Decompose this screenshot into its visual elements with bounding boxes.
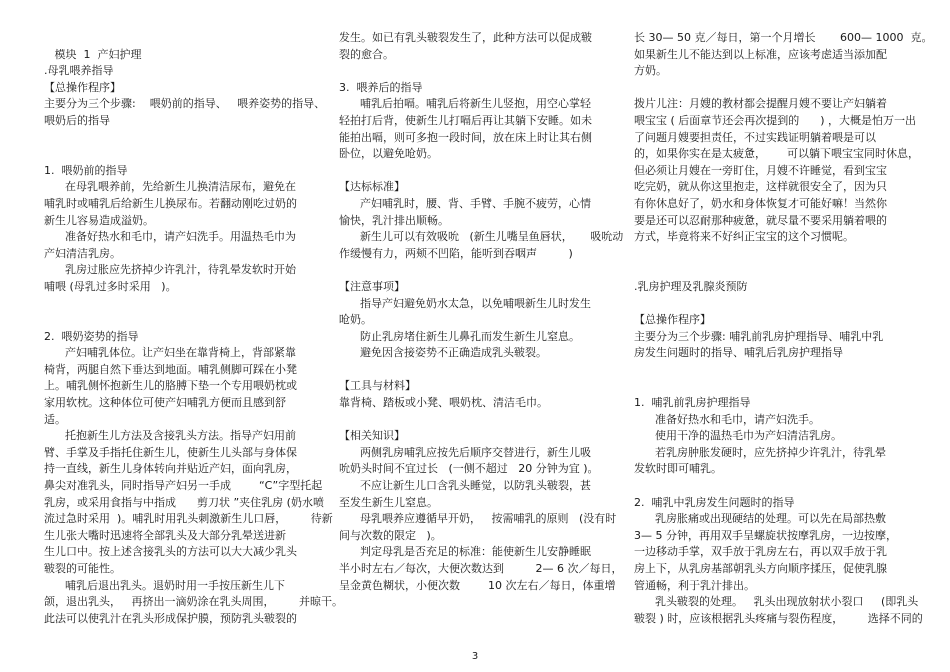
text-line: 乳房，或采用食指与中指成 剪刀状 ”夹住乳房 (奶水喷 — [44, 495, 324, 509]
blank-line — [634, 362, 910, 379]
text-line: 卧位，以避免呛奶。 — [339, 147, 438, 161]
text-column-middle — [339, 30, 624, 594]
blank-line — [634, 262, 910, 279]
text-line: 【注意事项】 — [339, 279, 405, 293]
text-line: 主要分为三个步骤: 哺乳前乳房护理指导、哺乳中乳 — [634, 329, 884, 343]
blank-line — [339, 63, 615, 80]
text-line: 【相关知识】 — [339, 429, 405, 443]
text-line: 呛奶。 — [339, 313, 372, 327]
blank-line — [44, 312, 320, 329]
text-line: 避免因含接姿势不正确造成乳头皲裂。 — [339, 346, 547, 360]
text-line: 喂奶后的指导 — [44, 113, 110, 127]
text-line: 了问题月嫂要担责任，不过实践证明躺着喂是可以 — [634, 130, 876, 144]
blank-line — [339, 362, 615, 379]
text-line: 半小时左右／每次，大便次数达到 2— 6 次／每日， — [339, 562, 623, 575]
text-line: 椅背，两腿自然下垂达到地面。哺乳侧脚可踩在小凳 — [44, 362, 297, 376]
text-line: 发软时即可哺乳。 — [634, 462, 722, 476]
text-line: 模块 1 产妇护理 — [44, 47, 142, 61]
text-line: 发生。如已有乳头皲裂发生了，此种方法可以促成皲 — [339, 31, 592, 44]
text-line: 房发生问题时的指导、哺乳后乳房护理指导 — [634, 346, 843, 360]
text-line: 产妇清洁乳房。 — [44, 246, 121, 260]
text-line: 家用软枕。这种体位可使产妇哺乳方便而且感到舒 — [44, 396, 286, 410]
text-column-right — [634, 30, 933, 627]
text-line: 长 30— 50 克／每日，第一个月增长 600— 1000 克。 — [634, 31, 933, 44]
text-line: 3. 喂养后的指导 — [339, 80, 423, 94]
text-line: 产妇哺乳体位。让产妇坐在靠背椅上，背部紧靠 — [44, 346, 296, 360]
text-line: 不应让新生儿口含乳头睡觉，以防乳头皲裂，甚 — [339, 479, 591, 493]
text-line: 防止乳房堵住新生儿鼻孔而发生新生儿窒息。 — [339, 329, 580, 343]
text-line: .母乳喂养指导 — [44, 64, 114, 78]
text-line: 要是还可以忍耐那种疲惫，就尽量不要采用躺着喂的 — [634, 213, 887, 227]
text-line: 【总操作程序】 — [44, 80, 121, 94]
text-line: 【总操作程序】 — [634, 313, 711, 327]
text-line: 愉快，乳汁排出顺畅。 — [339, 213, 449, 227]
blank-line — [44, 130, 320, 147]
text-line: 哺乳后退出乳头。退奶时用一手按压新生儿下 — [44, 578, 285, 592]
text-line: 靠背椅、踏板或小凳、喂奶枕、清洁毛巾。 — [339, 396, 548, 410]
text-line: 皲裂的可能性。 — [44, 562, 121, 575]
text-line: 1. 喂奶前的指导 — [44, 163, 128, 177]
text-line: 哺乳后拍嗝。哺乳后将新生儿竖抱，用空心掌轻 — [339, 97, 591, 111]
text-line: 指导产妇避免奶水太急，以免哺喂新生儿时发生 — [339, 296, 591, 310]
text-line: 判定母乳是否充足的标准：能使新生儿安静睡眠 — [339, 545, 591, 559]
text-line: 颌，退出乳头， 再挤出一滴奶涂在乳头周围， 并晾干。 — [44, 595, 343, 609]
text-line: 臂、手掌及手指托住新生儿，使新生儿头部与身体保 — [44, 445, 297, 459]
text-line: 的，如果你实在是太疲惫， 可以躺下喂宝宝同时休息， — [634, 147, 919, 161]
blank-line — [634, 80, 910, 97]
page-number: 3 — [471, 651, 479, 662]
text-line: 在母乳喂养前，先给新生儿换清洁尿布，避免在 — [44, 180, 296, 194]
text-line: 【工具与材料】 — [339, 379, 416, 393]
text-line: 此法可以使乳汁在乳头形成保护膜，预防乳头皲裂的 — [44, 611, 297, 625]
text-line: 哺乳时或哺乳后给新生儿换尿布。若翻动刚吃过奶的 — [44, 196, 297, 210]
text-line: 3— 5 分钟，再用双手呈螺旋状按摩乳房，一边按摩， — [634, 528, 897, 542]
blank-line — [339, 262, 615, 279]
text-line: 2. 喂奶姿势的指导 — [44, 329, 139, 343]
text-line: 鼻尖对准乳头，同时指导产妇另一手成 “C”字型托起 — [44, 479, 323, 493]
text-line: .乳房护理及乳腺炎预防 — [634, 279, 748, 293]
text-line: 但必须让月嫂在一旁盯住，月嫂不许睡觉，看到宝宝 — [634, 163, 887, 177]
text-line: 使用干净的温热毛巾为产妇清洁乳房。 — [634, 429, 842, 443]
text-line: 一边移动手掌，双手放于乳房左右，再以双手放于乳 — [634, 545, 887, 559]
text-line: 吮奶头时间不宜过长 (一侧不超过 20 分钟为宜 )。 — [339, 462, 599, 476]
text-line: 产妇哺乳时，腰、背、手臂、手腕不疲劳，心情 — [339, 196, 591, 210]
text-line: 裂的愈合。 — [339, 47, 394, 61]
blank-line — [339, 163, 615, 180]
text-line: 适。 — [44, 412, 66, 426]
text-line: 新生儿可以有效吸吮 (新生儿嘴呈鱼唇状， 吸吮动 — [339, 230, 624, 244]
text-line: 方式，毕竟将来不好纠正宝宝的这个习惯呢。 — [634, 230, 854, 244]
text-line: 母乳喂养应遵循早开奶， 按需哺乳的原则 (没有时 — [339, 512, 617, 526]
text-line: 托抱新生儿方法及含接乳头方法。指导产妇用前 — [44, 429, 296, 443]
blank-line — [44, 146, 320, 163]
blank-line — [44, 30, 320, 47]
blank-line — [634, 478, 910, 495]
text-line: 间与次数的限定 )。 — [339, 528, 442, 542]
text-line: 流过急时采用 )。哺乳时用乳头刺激新生儿口唇， 待新 — [44, 512, 333, 526]
text-line: 皲裂 ) 时，应该根据乳头疼痛与裂伤程度， 选择不同的 — [634, 611, 923, 625]
blank-line — [339, 412, 615, 429]
text-line: 生儿张大嘴时迅速将全部乳头及大部分乳晕送进新 — [44, 528, 286, 542]
text-line: 吃完奶，就从你这里抱走，这样就很安全了，因为只 — [634, 180, 887, 194]
blank-line — [44, 296, 320, 313]
text-line: 准备好热水和毛巾，请产妇洗手。 — [634, 412, 820, 426]
text-line: 方奶。 — [634, 64, 667, 78]
blank-line — [634, 378, 910, 395]
text-column-left — [44, 30, 343, 627]
text-line: 【达标标准】 — [339, 180, 405, 194]
text-line: 轻拍打后背，使新生儿打嗝后再让其躺下安睡。如未 — [339, 113, 592, 127]
text-line: 持一直线，新生儿身体转向并贴近产妇，面向乳房， — [44, 462, 297, 476]
text-line: 喂宝宝 ( 后面章节还会再次提到的 ) ，大概是怕万一出 — [634, 113, 917, 127]
text-line: 生儿口中。按上述含接乳头的方法可以大大减少乳头 — [44, 545, 297, 559]
text-line: 房上下，从乳房基部朝乳头方向顺序揉压，促使乳腺 — [634, 562, 887, 575]
text-line: 1. 哺乳前乳房护理指导 — [634, 396, 751, 410]
text-line: 至发生新生儿窒息。 — [339, 495, 438, 509]
text-line: 上。哺乳侧怀抱新生儿的胳膊下垫一个专用喂奶枕或 — [44, 379, 297, 393]
text-line: 2. 哺乳中乳房发生问题时的指导 — [634, 495, 795, 509]
text-line: 哺喂 (母乳过多时采用 )。 — [44, 279, 177, 293]
blank-line — [634, 296, 910, 313]
text-line: 作缓慢有力，两颊不凹陷，能听到吞咽声 ) — [339, 246, 573, 260]
text-line: 乳房胀痛或出现硬结的处理。可以先在局部热敷 — [634, 512, 886, 526]
text-line: 准备好热水和毛巾，请产妇洗手。用温热毛巾为 — [44, 230, 296, 244]
text-line: 能拍出嗝，则可多抱一段时间，放在床上时让其右侧 — [339, 130, 592, 144]
blank-line — [634, 246, 910, 263]
text-line: 有你休息好了，奶水和身体恢复才可能好嘛！当然你 — [634, 196, 887, 210]
text-line: 主要分为三个步骤: 喂奶前的指导、 喂养姿势的指导、 — [44, 97, 326, 111]
text-line: 呈金黄色糊状，小便次数 10 次左右／每日，体重增 — [339, 578, 616, 592]
text-line: 如果新生儿不能达到以上标准，应该考虑适当添加配 — [634, 47, 887, 61]
text-line: 新生儿容易造成溢奶。 — [44, 213, 154, 227]
text-line: 两侧乳房哺乳应按先后顺序交替进行，新生儿吸 — [339, 445, 591, 459]
text-line: 拨片儿注：月嫂的教材都会提醒月嫂不要让产妇躺着 — [634, 97, 887, 111]
text-line: 管通畅，利于乳汁排出。 — [634, 578, 755, 592]
text-line: 乳房过胀应先挤掉少许乳汁，待乳晕发软时开始 — [44, 263, 296, 277]
text-line: 若乳房肿胀发硬时，应先挤掉少许乳汁，待乳晕 — [634, 445, 886, 459]
text-line: 乳头皲裂的处理。 乳头出现放射状小裂口 (即乳头 — [634, 595, 919, 609]
